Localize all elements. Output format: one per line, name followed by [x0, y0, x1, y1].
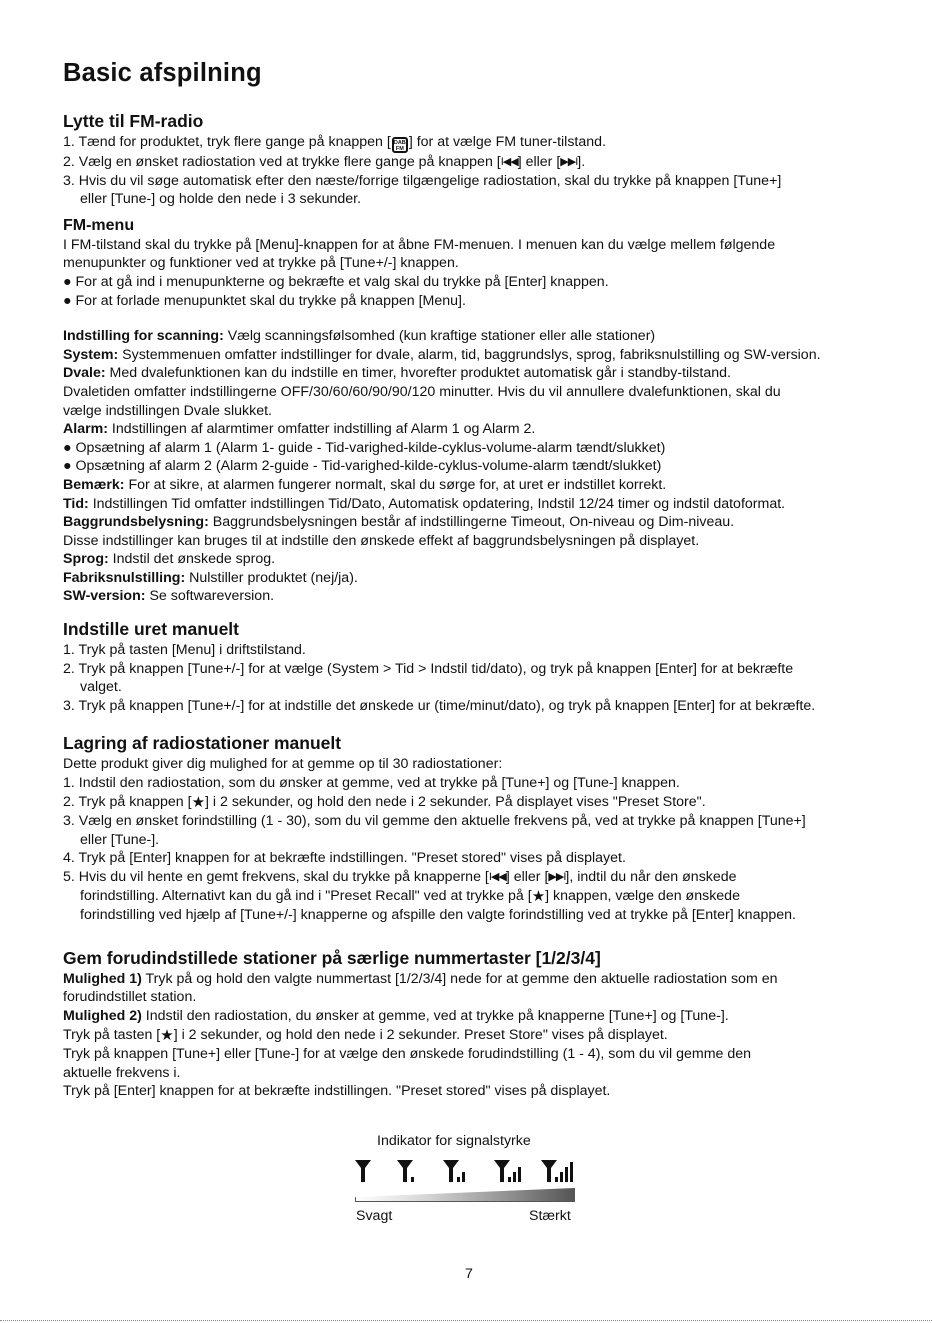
- setting-language-text: Indstil det ønskede sprog.: [108, 551, 276, 568]
- setting-time-text: Indstillingen Tid omfatter indstillingen Tid/Dato, Automatisk opdatering, Indstil 12/24 timer og indstil datoformat.: [88, 495, 786, 512]
- fm-menu-bullet-1: ● For at gå ind i menupunkterne og bekræfte et valg skal du trykke på [Enter] knappen.: [63, 273, 609, 290]
- presets-step-2: [63, 793, 913, 813]
- fm-radio-heading: Lytte til FM-radio: [63, 111, 204, 131]
- presets-step-5-text-a: 5. Hvis du vil hente en gemt frekvens, skal du trykke på knapperne [: [63, 869, 489, 885]
- setting-reset-label: Fabriksnulstilling:: [63, 569, 186, 586]
- page-content: [63, 56, 913, 1101]
- fm-step-3: 3. Hvis du vil søge automatisk efter den næste/forrige tilgængelige radiostation, skal du trykke på knappen [Tune+]: [63, 172, 782, 189]
- star-icon: ★: [531, 887, 546, 905]
- dab-key-top: DAB/: [393, 140, 408, 146]
- setting-scan-text: Vælg scanningsfølsomhed (kun kraftige stationer eller alle stationer): [223, 328, 656, 345]
- presets-step-5-line-2-a: forindstilling. Alternativt kan du gå ind i "Preset Recall" ved at trykke på [: [80, 887, 532, 904]
- fm-step-2: [63, 153, 913, 172]
- clock-heading: Indstille uret manuelt: [63, 619, 239, 640]
- setting-sw-text: Se softwareversion.: [145, 588, 275, 605]
- option-2-line-3: Tryk på knappen [Tune+] eller [Tune-] for at vælge den ønskede forudindstilling (1 - 4), som du vil gemme den: [63, 1046, 752, 1063]
- option-1-line-2: forudindstillet station.: [63, 989, 197, 1006]
- fm-step-2-text-a: 2. Vælg en ønsket radiostation ved at trykke flere gange på knappen [: [63, 154, 501, 170]
- setting-alarm-label: Alarm:: [63, 421, 108, 438]
- fm-menu-text-2: menupunkter og funktioner ved at trykke på [Tune+/-] knappen.: [63, 255, 459, 272]
- presets-step-3: 3. Vælg en ønsket forindstilling (1 - 30), som du vil gemme den aktuelle frekvens på, ved at trykke på knappen [Tune+]: [63, 813, 806, 830]
- alarm-bullet-1: ● Opsætning af alarm 1 (Alarm 1- guide - Tid-varighed-kilde-cyklus-volume-alarm tændt/slukket): [63, 439, 666, 456]
- option-1-label: Mulighed 1): [63, 970, 142, 987]
- setting-sw-label: SW-version:: [63, 588, 146, 605]
- fm-step-2-text-c: ].: [577, 154, 586, 170]
- presets-step-5-cont-2: forindstilling ved hjælp af [Tune+/-] knapperne og afspille den valgte forindstilling ved at trykke på [Enter] knappen.: [80, 907, 796, 924]
- fm-step-1: [63, 133, 913, 153]
- setting-time: [63, 495, 913, 514]
- option-2-line-2: [63, 1026, 913, 1046]
- clock-step-3: 3. Tryk på knappen [Tune+/-] for at indstille det ønskede ur (time/minut/dato), og tryk på knappen [Enter] for at bekræfte.: [63, 697, 816, 714]
- dab-key-bottom: FM: [395, 146, 404, 152]
- fm-menu-heading: FM-menu: [63, 216, 135, 234]
- signal-level-1-icon: [397, 1158, 447, 1184]
- presets-step-3-cont: eller [Tune-].: [80, 831, 160, 848]
- signal-weak-label: Svagt: [356, 1208, 393, 1224]
- fm-step-1-text-b: ] for at vælge FM tuner-tilstand.: [408, 134, 606, 150]
- presets-step-5-text-c: ], indtil du når den ønskede: [565, 869, 737, 885]
- next-icon: ▶▶I: [560, 156, 578, 168]
- setting-language-label: Sprog:: [63, 551, 109, 568]
- option-2-label: Mulighed 2): [63, 1007, 142, 1024]
- previous-icon: I◀◀: [500, 156, 518, 168]
- setting-system-text: Systemmenuen omfatter indstillinger for dvale, alarm, tid, baggrundslys, sprog, fabriksnulstilling og SW-version.: [118, 346, 821, 363]
- signal-strength-gradient: [355, 1188, 575, 1202]
- presets-intro: Dette produkt giver dig mulighed for at gemme op til 30 radiostationer:: [63, 756, 503, 773]
- presets-heading: Lagring af radiostationer manuelt: [63, 733, 342, 754]
- star-icon: ★: [191, 793, 206, 811]
- setting-factory-reset: [63, 569, 913, 588]
- presets-step-2-text-a: 2. Tryk på knappen [: [63, 793, 192, 810]
- setting-note-label: Bemærk:: [63, 476, 125, 493]
- dab-fm-button-icon: [392, 137, 408, 153]
- option-1: [63, 970, 913, 989]
- alarm-bullet-2: ● Opsætning af alarm 2 (Alarm 2-guide - Tid-varighed-kilde-cyklus-volume-alarm tændt/slukket): [63, 458, 662, 475]
- signal-level-2-icon: [443, 1158, 493, 1184]
- setting-alarm: [63, 420, 913, 439]
- numbered-presets-heading: Gem forudindstillede stationer på særlige nummertaster [1/2/3/4]: [63, 947, 601, 968]
- presets-step-5-line-2-b: ] knappen, vælge den ønskede: [545, 887, 740, 904]
- presets-step-4: 4. Tryk på [Enter] knappen for at bekræfte indstillingen. "Preset stored" vises på displayet.: [63, 850, 626, 867]
- setting-sleep-text: Med dvalefunktionen kan du indstille en timer, hvorefter produktet automatisk går i standby-tilstand.: [105, 365, 731, 382]
- setting-sleep: [63, 364, 913, 383]
- fm-menu-bullet-2: ● For at forlade menupunktet skal du trykke på knappen [Menu].: [63, 292, 466, 309]
- signal-level-icons: [355, 1158, 590, 1184]
- footer-divider: [0, 1320, 932, 1321]
- setting-alarm-text: Indstillingen af alarmtimer omfatter indstilling af Alarm 1 og Alarm 2.: [107, 421, 536, 438]
- page-title: Basic afspilning: [63, 59, 262, 87]
- previous-icon: I◀◀: [488, 871, 506, 883]
- option-1-text: Tryk på og hold den valgte nummertast [1/2/3/4] nede for at gemme den aktuelle radiostation som en: [141, 970, 778, 987]
- setting-backlight-text: Baggrundsbelysningen består af indstillingerne Timeout, On-niveau og Dim-niveau.: [208, 514, 735, 531]
- fm-step-1-text-a: 1. Tænd for produktet, tryk flere gange på knappen [: [63, 134, 391, 150]
- presets-step-5: [63, 868, 913, 887]
- option-2-line-4: aktuelle frekvens i.: [63, 1064, 181, 1081]
- setting-system-label: System:: [63, 346, 119, 363]
- setting-backlight: [63, 513, 913, 532]
- option-2-text: Indstil den radiostation, du ønsker at gemme, ved at trykke på knapperne [Tune+] og [Tune-].: [141, 1007, 729, 1024]
- option-2-line-2-a: Tryk på tasten [: [63, 1026, 161, 1043]
- fm-step-2-text-b: ] eller [: [517, 154, 561, 170]
- setting-reset-text: Nulstiller produktet (nej/ja).: [185, 569, 358, 586]
- clock-step-2: 2. Tryk på knappen [Tune+/-] for at vælge (System > Tid > Indstil tid/dato), og tryk på knappen [Enter] for at bekræfte: [63, 660, 794, 677]
- setting-note-text: For at sikre, at alarmen fungerer normalt, skal du sørge for, at uret er indstillet korrekt.: [124, 476, 667, 493]
- presets-step-5-text-b: ] eller [: [505, 869, 549, 885]
- signal-level-4-icon: [541, 1158, 591, 1184]
- presets-step-2-text-b: ] i 2 sekunder, og hold den nede i 2 sekunder. På displayet vises "Preset Store".: [205, 793, 706, 810]
- setting-language: [63, 550, 913, 569]
- setting-scan-label: Indstilling for scanning:: [63, 328, 224, 345]
- fm-step-3-cont: eller [Tune-] og holde den nede i 3 sekunder.: [80, 191, 362, 208]
- signal-strong-label: Stærkt: [529, 1208, 571, 1224]
- option-2-line-5: Tryk på [Enter] knappen for at bekræfte indstillingen. "Preset stored" vises på displayet.: [63, 1083, 611, 1100]
- setting-sleep-label: Dvale:: [63, 365, 106, 382]
- setting-scan: [63, 327, 913, 346]
- signal-level-3-icon: [494, 1158, 544, 1184]
- presets-step-5-cont: [63, 887, 913, 907]
- setting-backlight-label: Baggrundsbelysning:: [63, 514, 209, 531]
- fm-menu-text-1: I FM-tilstand skal du trykke på [Menu]-knappen for at åbne FM-menuen. I menuen kan du vælge mellem følgende: [63, 236, 776, 253]
- setting-time-label: Tid:: [63, 495, 89, 512]
- option-2: [63, 1007, 913, 1026]
- setting-sleep-line-3: vælge indstillingen Dvale slukket.: [63, 402, 272, 419]
- setting-note: [63, 476, 913, 495]
- setting-backlight-line-2: Disse indstillinger kan bruges til at indstille den ønskede effekt af baggrundsbelysningen på displayet.: [63, 532, 700, 549]
- setting-sw-version: [63, 587, 913, 606]
- presets-step-1: 1. Indstil den radiostation, som du ønsker at gemme, ved at trykke på [Tune+] og [Tune-] knappen.: [63, 775, 680, 792]
- signal-strength-title: Indikator for signalstyrke: [377, 1133, 531, 1149]
- setting-sleep-line-2: Dvaletiden omfatter indstillingerne OFF/30/60/60/90/90/120 minutter. Hvis du vil annullere dvalefunktionen, skal du: [63, 383, 781, 400]
- clock-step-2-cont: valget.: [80, 679, 122, 696]
- clock-step-1: 1. Tryk på tasten [Menu] i driftstilstand.: [63, 642, 306, 659]
- setting-system: [63, 346, 913, 365]
- page-number: 7: [465, 1266, 473, 1282]
- option-2-line-2-b: ] i 2 sekunder, og hold den nede i 2 sekunder. Preset Store" vises på displayet.: [173, 1026, 668, 1043]
- star-icon: ★: [160, 1026, 174, 1044]
- next-icon: ▶▶I: [548, 871, 566, 883]
